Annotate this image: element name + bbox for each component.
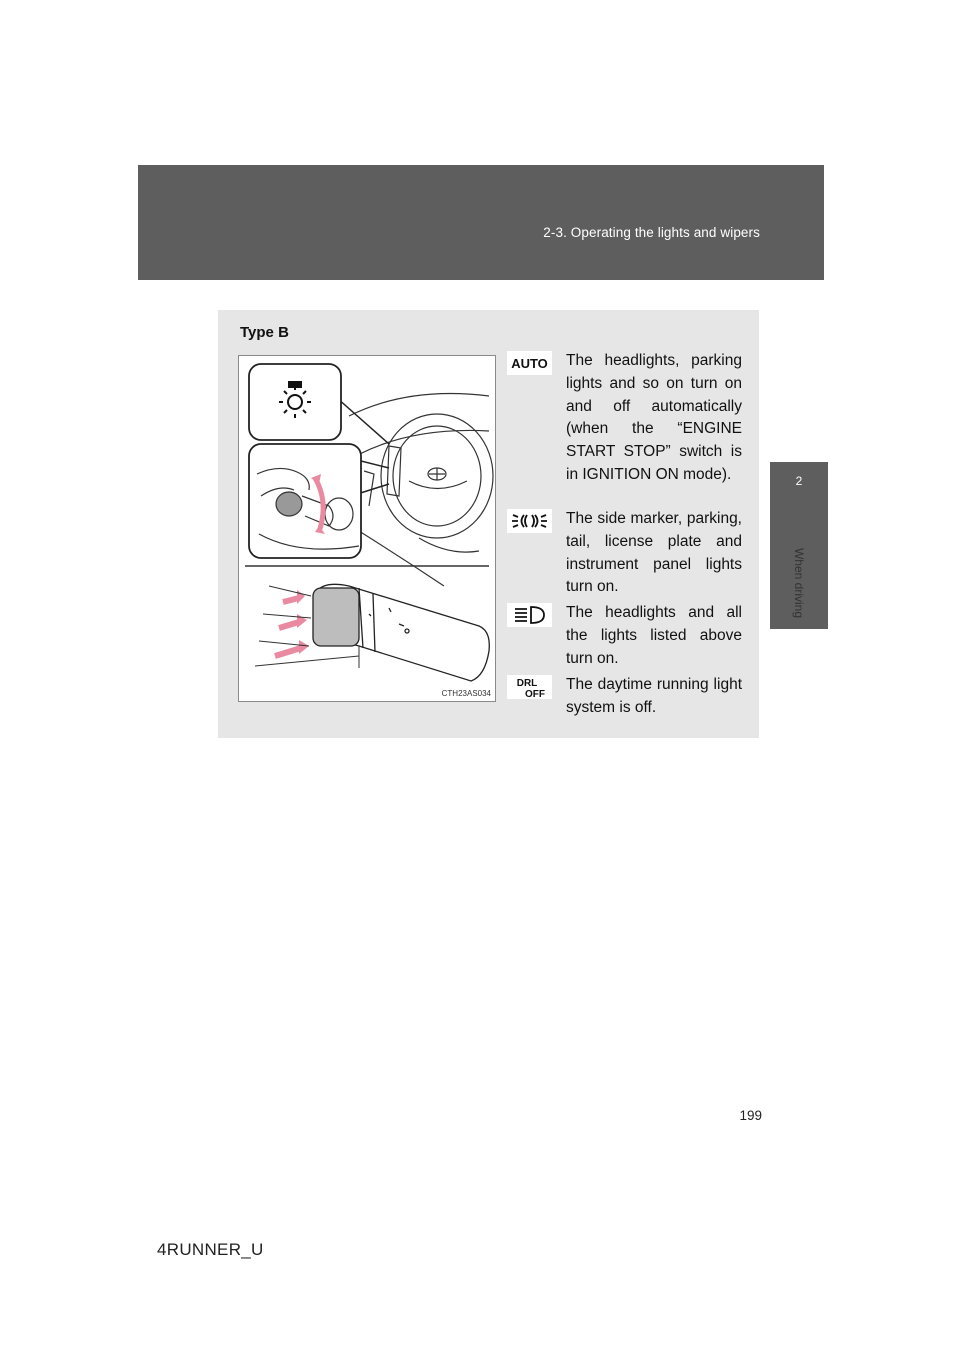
type-b-panel: [218, 310, 759, 738]
drl-off-icon: [507, 675, 552, 699]
mode-description: The headlights, parking lights and so on turn on and off automatically (when the “ENGINE START STOP” switch is in IGNITION ON mode).: [566, 352, 742, 483]
drl-icon-text: DRL: [516, 678, 538, 689]
page-number: 199: [739, 1108, 762, 1123]
chapter-label-wrap: [772, 528, 826, 638]
model-code: 4RUNNER_U: [157, 1240, 264, 1259]
section-title: 2-3. Operating the lights and wipers: [543, 225, 760, 240]
illustration-drawing: [239, 356, 495, 701]
type-label: Type B: [240, 324, 289, 341]
mode-description: The side marker, parking, tail, license plate and instrument panel lights turn on.: [566, 510, 742, 596]
off-icon-text: OFF: [525, 689, 545, 699]
auto-icon: [507, 351, 552, 375]
auto-icon-text: AUTO: [511, 356, 548, 371]
figure-code: CTH23AS034: [441, 689, 491, 698]
mode-description: The daytime running light system is off.: [566, 676, 742, 716]
chapter-number: 2: [795, 474, 803, 488]
header-band: [138, 165, 824, 280]
mode-description: The headlights and all the lights listed above turn on.: [566, 604, 742, 667]
chapter-label: When driving: [792, 547, 806, 619]
side-marker-lights-icon: [507, 509, 552, 533]
headlight-icon: [507, 603, 552, 627]
light-switch-illustration: [238, 355, 496, 702]
